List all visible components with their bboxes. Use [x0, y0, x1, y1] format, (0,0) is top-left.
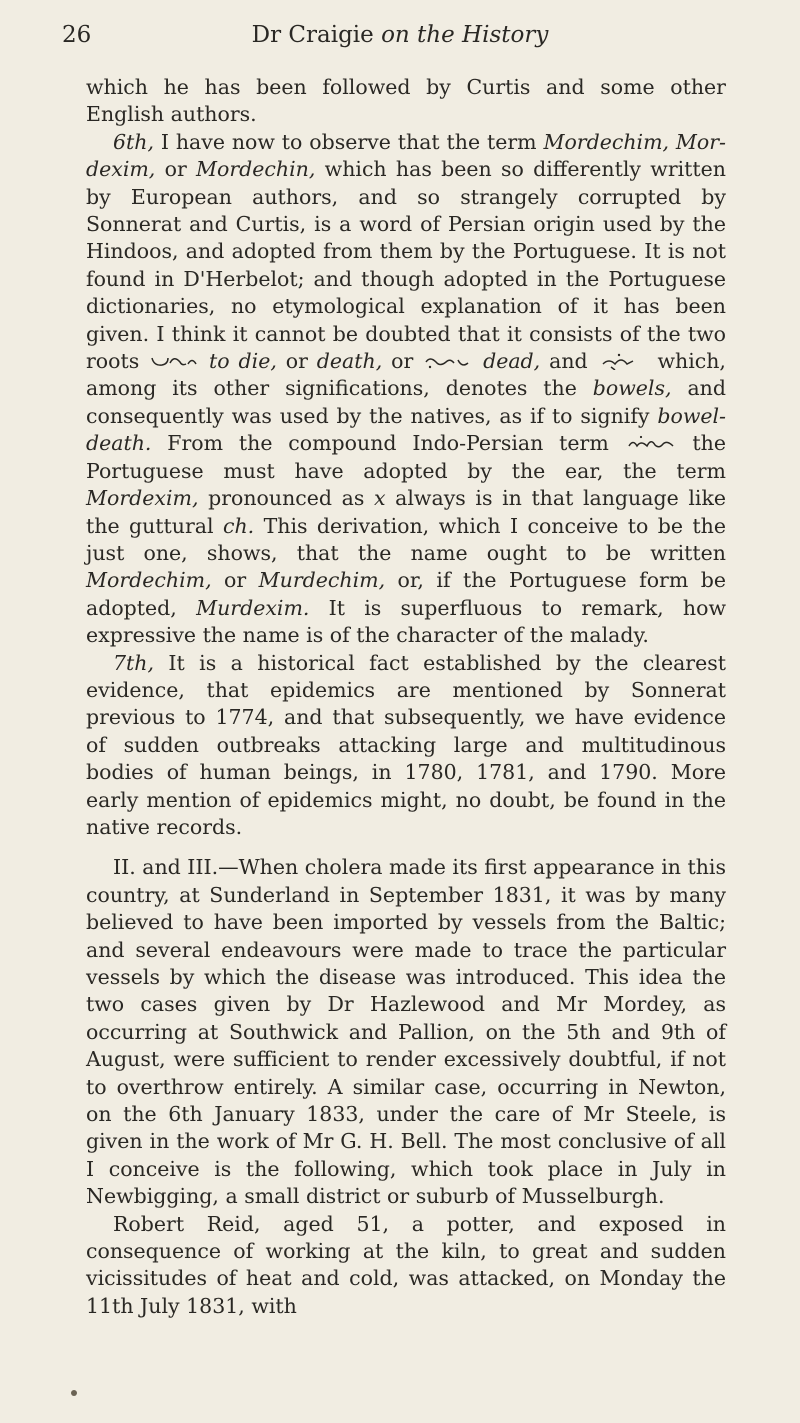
paragraph-robert-reid [86, 1211, 726, 1321]
paragraph-text: II. and III.—When cholera made its first appearance in this country, at Sunderland in September 1831, it was by many believed to have been imported by vessels from the Baltic; and several endeavours were made to trace the particular vessels by which the disease was introduced. This idea the two cases given by Dr Hazlewood and Mr Mordey, as occurring at Southwick and Pallion, on the 5th and 9th of August, were sufficient to render excessively doubtful, if not to overthrow entirely. A similar case, occurring in Newton, on the 6th January 1833, under the care of Mr Steele, is given in the work of Mr G. H. Bell. The most conclusive of all I conceive is the following, which took place in July in Newbigging, a small district or suburb of Musselburgh. [86, 855, 726, 1209]
persian-script-shikam-glyph [597, 352, 649, 370]
section-number: 7th, [113, 650, 154, 675]
paragraph-text: which he has been followed by Curtis and some other English authors. [86, 75, 726, 127]
persian-script-mordan-glyph [148, 352, 200, 370]
paragraph-text: Robert Reid, aged 51, a potter, and exposed in consequence of working at the kiln, to great and sudden vicissitudes of heat and cold, was attacked, on Monday the 11th July 1831, with [86, 1211, 726, 1318]
ink-speck [71, 1390, 77, 1396]
body-text [86, 74, 726, 1320]
persian-script-murda-glyph [422, 352, 474, 370]
paragraph-continuation [86, 74, 726, 129]
persian-script-compound-glyph [625, 434, 677, 452]
paragraph-sections-ii-iii [86, 854, 726, 1210]
page-number: 26 [62, 22, 92, 48]
paragraph-text: It is a historical fact established by the clearest evidence, that epidemics are mentioned by Sonnerat previous to 1774, and that subsequently, we have evidence of sudden outbreaks attacking large and multitudinous bodies of human beings, in 1780, 1781, and 1790. More early mention of epidemics might, no doubt, be found in the native records. [86, 650, 726, 839]
running-head-author: Dr Craigie [251, 22, 382, 48]
running-head-title: on the History [381, 22, 549, 48]
section-number: 6th, [113, 129, 154, 154]
paragraph-7th [86, 650, 726, 842]
page-header [0, 18, 800, 54]
paragraph-6th: 6th, I have now to observe that the term Mordechim, Mor-dexim, or Mordechin, which has been so differently written by European authors, and so strangely corrupted by Sonnerat and Curtis, is a word of Persian origin used by the Hindoos, and adopted from them by the Portuguese. It is not found in D'Herbelot; and though adopted in the Portuguese dictionaries, no etymological explanation of it has been given. I think it cannot be doubted that it consists of the two roots to die, or death, or dead, and which, among its other significations, denotes the bowels, and consequently was used by the natives, as if to signify bowel-death. From the compound Indo-Persian term the Portuguese must have adopted by the ear, the term Mordexim, pronounced as x always is in that language like the guttural ch. This derivation, which I conceive to be the just one, shows, that the name ought to be written Mordechim, or Murdechim, or, if the Portuguese form be adopted, Murdexim. It is superfluous to remark, how expressive the name is of the character of the malady. [86, 129, 727, 648]
running-head [0, 22, 800, 48]
